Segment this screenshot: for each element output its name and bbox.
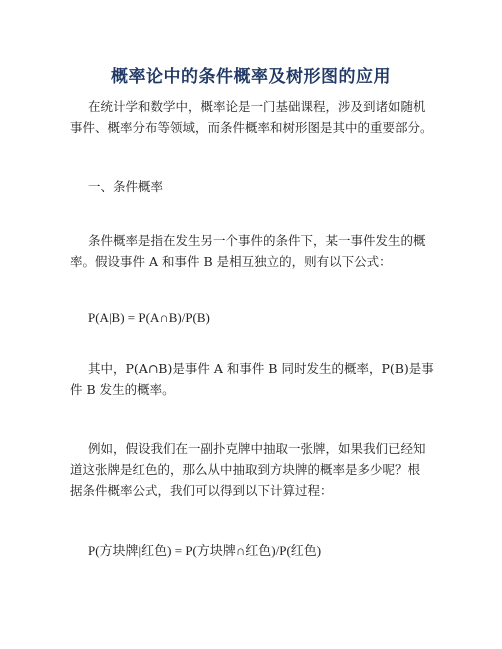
example-line-3: 据条件概率公式，我们可以得到以下计算过程： [70, 483, 333, 498]
example-line-2: 道这张牌是红色的，那么从中抽取到方块牌的概率是多少呢？根 [70, 462, 421, 477]
example-line-1: 例如，假设我们在一副扑克牌中抽取一张牌，如果我们已经知 [88, 441, 426, 456]
formula-conditional-probability: P(A|B) = P(A∩B)/P(B) [88, 310, 210, 325]
document-title: 概率论中的条件概率及树形图的应用 [111, 67, 391, 87]
explanation-line-2: 件 B 发生的概率。 [70, 382, 175, 397]
section-heading [70, 176, 450, 197]
section-heading-text: 一、条件概率 [88, 179, 164, 194]
formula-diamond-given-red: P(方块牌|红色) = P(方块牌∩红色)/P(红色) [88, 543, 322, 558]
definition-paragraph [70, 230, 450, 272]
example-paragraph [70, 438, 450, 501]
explanation-paragraph [70, 358, 450, 400]
definition-line-2: 率。假设事件 A 和事件 B 是相互独立的，则有以下公式： [70, 254, 392, 269]
intro-line-1: 在统计学和数学中，概率论是一门基础课程，涉及到诸如随机 [88, 99, 426, 114]
intro-line-2: 事件、概率分布等领域，而条件概率和树形图是其中的重要部分。 [70, 120, 433, 135]
intro-paragraph [70, 96, 450, 138]
explanation-line-1: 其中，P(A∩B)是事件 A 和事件 B 同时发生的概率，P(B)是事 [88, 361, 434, 376]
definition-line-1: 条件概率是指在发生另一个事件的条件下，某一事件发生的概 [88, 233, 426, 248]
